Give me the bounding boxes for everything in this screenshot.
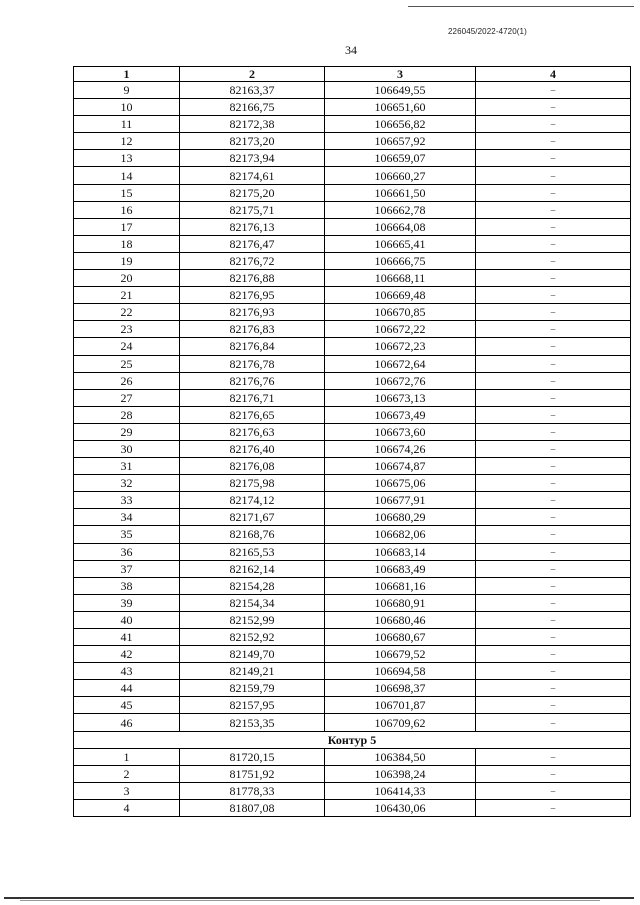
point-number-cell: 19 [74,252,180,269]
x-coordinate-cell: 82162,14 [180,560,325,577]
y-coordinate-cell: 106679,52 [325,646,476,663]
x-coordinate-cell: 82172,38 [180,116,325,133]
y-coordinate-cell: 106656,82 [325,116,476,133]
table-row [74,321,631,338]
table-row [74,577,631,594]
point-number-cell: 13 [74,150,180,167]
x-coordinate-cell: 82176,88 [180,270,325,287]
x-coordinate-cell: 82149,70 [180,646,325,663]
table-row [74,372,631,389]
x-coordinate-cell: 82175,98 [180,475,325,492]
note-cell: – [476,321,631,338]
y-coordinate-cell: 106664,08 [325,218,476,235]
page-number: 34 [345,43,357,57]
y-coordinate-cell: 106681,16 [325,577,476,594]
note-cell: – [476,304,631,321]
y-coordinate-cell: 106682,06 [325,526,476,543]
point-number-cell: 36 [74,543,180,560]
note-cell: – [476,355,631,372]
x-coordinate-cell: 82168,76 [180,526,325,543]
y-coordinate-cell: 106672,64 [325,355,476,372]
column-header: 1 [74,67,180,82]
note-cell: – [476,423,631,440]
y-coordinate-cell: 106698,37 [325,680,476,697]
table-row [74,287,631,304]
y-coordinate-cell: 106669,48 [325,287,476,304]
y-coordinate-cell: 106674,26 [325,440,476,457]
table-row [74,338,631,355]
x-coordinate-cell: 82171,67 [180,509,325,526]
note-cell: – [476,287,631,304]
note-cell: – [476,646,631,663]
note-cell: – [476,167,631,184]
x-coordinate-cell: 81807,08 [180,799,325,816]
x-coordinate-cell: 82176,65 [180,406,325,423]
note-cell: – [476,697,631,714]
note-cell: – [476,440,631,457]
y-coordinate-cell: 106680,46 [325,611,476,628]
note-cell: – [476,748,631,765]
y-coordinate-cell: 106675,06 [325,475,476,492]
x-coordinate-cell: 82176,63 [180,423,325,440]
note-cell: – [476,458,631,475]
point-number-cell: 32 [74,475,180,492]
y-coordinate-cell: 106668,11 [325,270,476,287]
note-cell: – [476,577,631,594]
bottom-rule [4,897,634,899]
point-number-cell: 35 [74,526,180,543]
x-coordinate-cell: 82159,79 [180,680,325,697]
note-cell: – [476,389,631,406]
note-cell: – [476,252,631,269]
table-header-row [74,67,631,82]
x-coordinate-cell: 82154,28 [180,577,325,594]
note-cell: – [476,201,631,218]
x-coordinate-cell: 82176,13 [180,218,325,235]
point-number-cell: 42 [74,646,180,663]
table-row [74,475,631,492]
note-cell: – [476,594,631,611]
note-cell: – [476,184,631,201]
y-coordinate-cell: 106672,22 [325,321,476,338]
document-id: 226045/2022-4720(1) [448,27,527,36]
note-cell: – [476,782,631,799]
x-coordinate-cell: 82166,75 [180,99,325,116]
note-cell: – [476,799,631,816]
top-rule [408,6,634,7]
x-coordinate-cell: 82163,37 [180,82,325,99]
x-coordinate-cell: 82176,95 [180,287,325,304]
table-row [74,406,631,423]
point-number-cell: 24 [74,338,180,355]
x-coordinate-cell: 82176,78 [180,355,325,372]
note-cell: – [476,133,631,150]
x-coordinate-cell: 82175,20 [180,184,325,201]
table-row [74,629,631,646]
note-cell: – [476,663,631,680]
x-coordinate-cell: 82176,40 [180,440,325,457]
x-coordinate-cell: 82157,95 [180,697,325,714]
y-coordinate-cell: 106398,24 [325,765,476,782]
column-header: 2 [180,67,325,82]
point-number-cell: 43 [74,663,180,680]
point-number-cell: 3 [74,782,180,799]
table-row [74,99,631,116]
point-number-cell: 44 [74,680,180,697]
x-coordinate-cell: 82176,83 [180,321,325,338]
y-coordinate-cell: 106672,23 [325,338,476,355]
y-coordinate-cell: 106651,60 [325,99,476,116]
y-coordinate-cell: 106666,75 [325,252,476,269]
table-row [74,697,631,714]
note-cell: – [476,714,631,731]
table-row [74,423,631,440]
point-number-cell: 39 [74,594,180,611]
note-cell: – [476,492,631,509]
point-number-cell: 11 [74,116,180,133]
note-cell: – [476,543,631,560]
y-coordinate-cell: 106672,76 [325,372,476,389]
y-coordinate-cell: 106694,58 [325,663,476,680]
table-row [74,799,631,816]
y-coordinate-cell: 106673,60 [325,423,476,440]
table-row [74,133,631,150]
point-number-cell: 4 [74,799,180,816]
note-cell: – [476,560,631,577]
point-number-cell: 22 [74,304,180,321]
point-number-cell: 18 [74,235,180,252]
table-row [74,116,631,133]
point-number-cell: 41 [74,629,180,646]
note-cell: – [476,680,631,697]
table-row [74,252,631,269]
y-coordinate-cell: 106414,33 [325,782,476,799]
point-number-cell: 40 [74,611,180,628]
table-row [74,201,631,218]
table-row [74,663,631,680]
table-row [74,218,631,235]
x-coordinate-cell: 82175,71 [180,201,325,218]
point-number-cell: 46 [74,714,180,731]
note-cell: – [476,150,631,167]
y-coordinate-cell: 106659,07 [325,150,476,167]
point-number-cell: 20 [74,270,180,287]
point-number-cell: 12 [74,133,180,150]
section-title: Контур 5 [74,731,631,748]
x-coordinate-cell: 82152,92 [180,629,325,646]
x-coordinate-cell: 82153,35 [180,714,325,731]
x-coordinate-cell: 82152,99 [180,611,325,628]
y-coordinate-cell: 106657,92 [325,133,476,150]
note-cell: – [476,82,631,99]
x-coordinate-cell: 82174,12 [180,492,325,509]
note-cell: – [476,218,631,235]
y-coordinate-cell: 106680,29 [325,509,476,526]
point-number-cell: 17 [74,218,180,235]
y-coordinate-cell: 106670,85 [325,304,476,321]
x-coordinate-cell: 82173,20 [180,133,325,150]
column-header: 4 [476,67,631,82]
bottom-rule-thin [20,900,600,901]
x-coordinate-cell: 81778,33 [180,782,325,799]
note-cell: – [476,99,631,116]
note-cell: – [476,116,631,133]
x-coordinate-cell: 82176,08 [180,458,325,475]
section-row [74,731,631,748]
y-coordinate-cell: 106673,49 [325,406,476,423]
point-number-cell: 9 [74,82,180,99]
point-number-cell: 28 [74,406,180,423]
point-number-cell: 30 [74,440,180,457]
point-number-cell: 16 [74,201,180,218]
y-coordinate-cell: 106673,13 [325,389,476,406]
table-row [74,560,631,577]
table-row [74,150,631,167]
point-number-cell: 2 [74,765,180,782]
y-coordinate-cell: 106384,50 [325,748,476,765]
note-cell: – [476,611,631,628]
y-coordinate-cell: 106680,67 [325,629,476,646]
point-number-cell: 14 [74,167,180,184]
x-coordinate-cell: 81751,92 [180,765,325,782]
y-coordinate-cell: 106683,49 [325,560,476,577]
point-number-cell: 25 [74,355,180,372]
note-cell: – [476,475,631,492]
table-row [74,167,631,184]
x-coordinate-cell: 82149,21 [180,663,325,680]
table-row [74,304,631,321]
note-cell: – [476,338,631,355]
x-coordinate-cell: 82154,34 [180,594,325,611]
table-row [74,646,631,663]
y-coordinate-cell: 106709,62 [325,714,476,731]
table-row [74,82,631,99]
table-row [74,526,631,543]
x-coordinate-cell: 81720,15 [180,748,325,765]
point-number-cell: 34 [74,509,180,526]
table-row [74,235,631,252]
y-coordinate-cell: 106701,87 [325,697,476,714]
point-number-cell: 45 [74,697,180,714]
point-number-cell: 33 [74,492,180,509]
point-number-cell: 1 [74,748,180,765]
column-header: 3 [325,67,476,82]
x-coordinate-cell: 82176,47 [180,235,325,252]
y-coordinate-cell: 106661,50 [325,184,476,201]
table-row [74,543,631,560]
point-number-cell: 23 [74,321,180,338]
table-row [74,389,631,406]
y-coordinate-cell: 106430,06 [325,799,476,816]
y-coordinate-cell: 106683,14 [325,543,476,560]
note-cell: – [476,235,631,252]
point-number-cell: 27 [74,389,180,406]
x-coordinate-cell: 82176,71 [180,389,325,406]
table-row [74,492,631,509]
x-coordinate-cell: 82176,93 [180,304,325,321]
table-row [74,184,631,201]
y-coordinate-cell: 106674,87 [325,458,476,475]
note-cell: – [476,270,631,287]
table-row [74,765,631,782]
x-coordinate-cell: 82174,61 [180,167,325,184]
table-row [74,680,631,697]
x-coordinate-cell: 82176,72 [180,252,325,269]
y-coordinate-cell: 106660,27 [325,167,476,184]
table-row [74,594,631,611]
point-number-cell: 29 [74,423,180,440]
table-row [74,355,631,372]
note-cell: – [476,372,631,389]
y-coordinate-cell: 106665,41 [325,235,476,252]
coordinates-table [73,66,631,817]
table-row [74,458,631,475]
x-coordinate-cell: 82176,84 [180,338,325,355]
point-number-cell: 38 [74,577,180,594]
x-coordinate-cell: 82173,94 [180,150,325,167]
note-cell: – [476,629,631,646]
x-coordinate-cell: 82165,53 [180,543,325,560]
y-coordinate-cell: 106662,78 [325,201,476,218]
x-coordinate-cell: 82176,76 [180,372,325,389]
point-number-cell: 10 [74,99,180,116]
y-coordinate-cell: 106677,91 [325,492,476,509]
note-cell: – [476,765,631,782]
point-number-cell: 21 [74,287,180,304]
note-cell: – [476,509,631,526]
table-row [74,748,631,765]
table-row [74,440,631,457]
y-coordinate-cell: 106649,55 [325,82,476,99]
table-row [74,782,631,799]
point-number-cell: 37 [74,560,180,577]
table-row [74,611,631,628]
point-number-cell: 15 [74,184,180,201]
table-row [74,270,631,287]
y-coordinate-cell: 106680,91 [325,594,476,611]
table-row [74,509,631,526]
note-cell: – [476,406,631,423]
point-number-cell: 31 [74,458,180,475]
table-row [74,714,631,731]
note-cell: – [476,526,631,543]
point-number-cell: 26 [74,372,180,389]
